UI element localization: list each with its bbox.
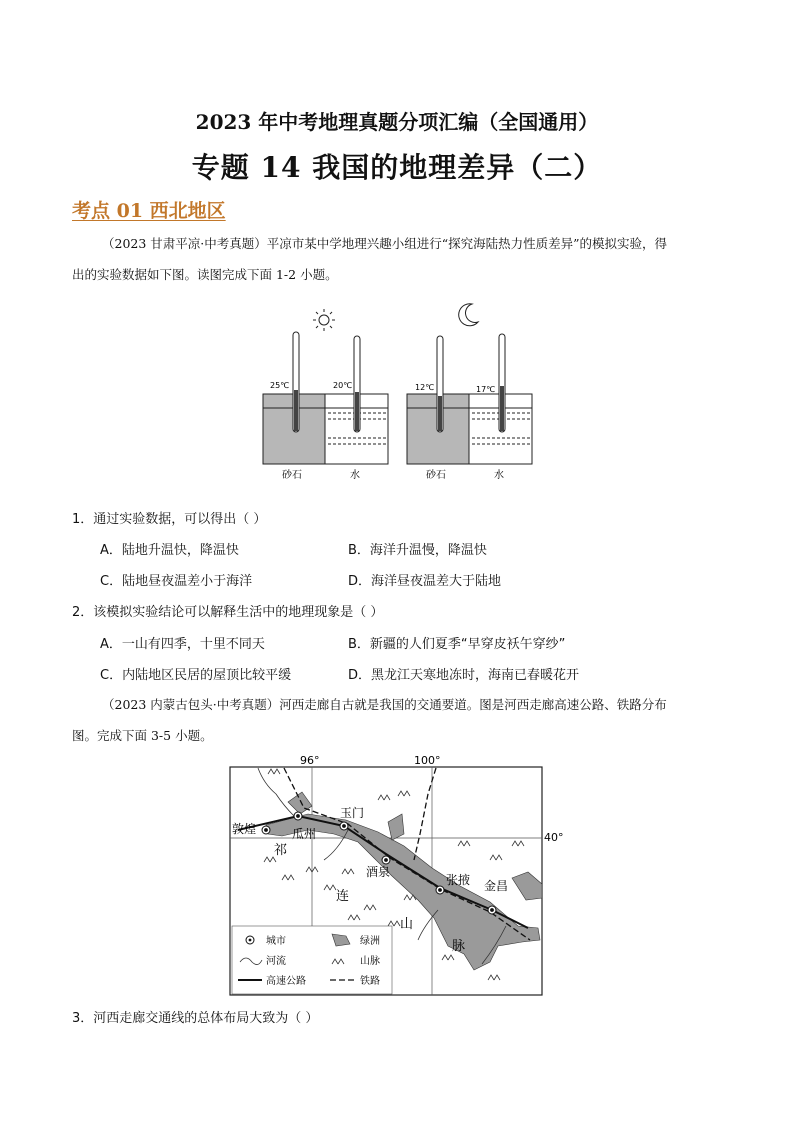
day-sand-label: 砂石 <box>282 470 302 481</box>
city-zhangye: 张掖 <box>446 873 471 887</box>
q1-option-d[interactable]: D．海洋昼夜温差大于陆地 <box>348 574 502 589</box>
q2-option-a[interactable]: A．一山有四季，十里不同天 <box>100 637 265 652</box>
question-1-stem: 1．通过实验数据，可以得出（ ） <box>72 512 267 527</box>
document-title: 2023 年中考地理真题分项汇编（全国通用） <box>195 110 599 134</box>
city-dunhuang: 敦煌 <box>232 822 257 836</box>
range-char-qi: 祁 <box>274 843 288 858</box>
day-sand-temp: 25℃ <box>270 381 290 390</box>
experiment-figure <box>258 300 534 486</box>
lon-96-label: 96° <box>300 754 320 767</box>
city-yumen: 玉门 <box>340 806 365 820</box>
city-guazhou: 瓜州 <box>292 827 317 841</box>
lat-40-label: 40° <box>544 831 564 844</box>
map-legend <box>232 926 392 994</box>
moon-icon <box>459 304 478 326</box>
question-2-stem: 2．该模拟实验结论可以解释生活中的地理现象是（ ） <box>72 605 384 620</box>
passage1-line1: （2023 甘肃平凉·中考真题）平凉市某中学地理兴趣小组进行“探究海陆热力性质差异”的模拟实验，得 <box>102 236 668 251</box>
q2-option-d[interactable]: D．黑龙江天寒地冻时，海南已春暖花开 <box>348 668 580 683</box>
day-water-label: 水 <box>350 470 360 481</box>
passage2-line1: （2023 内蒙古包头·中考真题）河西走廊自古就是我国的交通要道。图是河西走廊高速公路、铁路分布 <box>102 697 667 712</box>
legend-highway: 高速公路 <box>266 976 306 987</box>
night-sand-temp: 12℃ <box>415 383 435 392</box>
range-char-lian: 连 <box>336 889 350 904</box>
sun-icon <box>313 309 335 331</box>
legend-railway: 铁路 <box>360 976 380 987</box>
night-sand-label: 砂石 <box>426 470 446 481</box>
legend-mountain: 山脉 <box>360 956 380 967</box>
section-heading: 考点 01 西北地区 <box>72 200 226 222</box>
passage1-line2: 出的实验数据如下图。读图完成下面 1-2 小题。 <box>72 267 338 282</box>
topic-title: 专题 14 我国的地理差异（二） <box>191 151 603 184</box>
day-container <box>263 394 388 464</box>
city-jinchang: 金昌 <box>484 879 509 893</box>
q2-option-c[interactable]: C．内陆地区民居的屋顶比较平缓 <box>100 668 292 683</box>
q1-option-a[interactable]: A．陆地升温快，降温快 <box>100 543 239 558</box>
q1-option-b[interactable]: B．海洋升温慢，降温快 <box>348 543 487 558</box>
night-water-label: 水 <box>494 470 504 481</box>
legend-city: 城市 <box>266 936 286 947</box>
range-char-shan: 山 <box>400 917 414 932</box>
lon-100-label: 100° <box>414 754 441 767</box>
legend-oasis: 绿洲 <box>360 936 380 947</box>
day-water-temp: 20℃ <box>333 381 353 390</box>
hexi-corridor-map <box>228 750 570 1000</box>
city-jiuquan: 酒泉 <box>366 865 391 879</box>
q2-option-b[interactable]: B．新疆的人们夏季“早穿皮袄午穿纱” <box>348 637 566 652</box>
night-water-temp: 17℃ <box>476 385 496 394</box>
range-char-mai: 脉 <box>452 939 466 954</box>
question-3-stem: 3．河西走廊交通线的总体布局大致为（ ） <box>72 1011 319 1026</box>
passage2-line2: 图。完成下面 3-5 小题。 <box>72 728 213 743</box>
legend-river: 河流 <box>266 956 286 967</box>
q1-option-c[interactable]: C．陆地昼夜温差小于海洋 <box>100 574 253 589</box>
night-container <box>407 394 532 464</box>
